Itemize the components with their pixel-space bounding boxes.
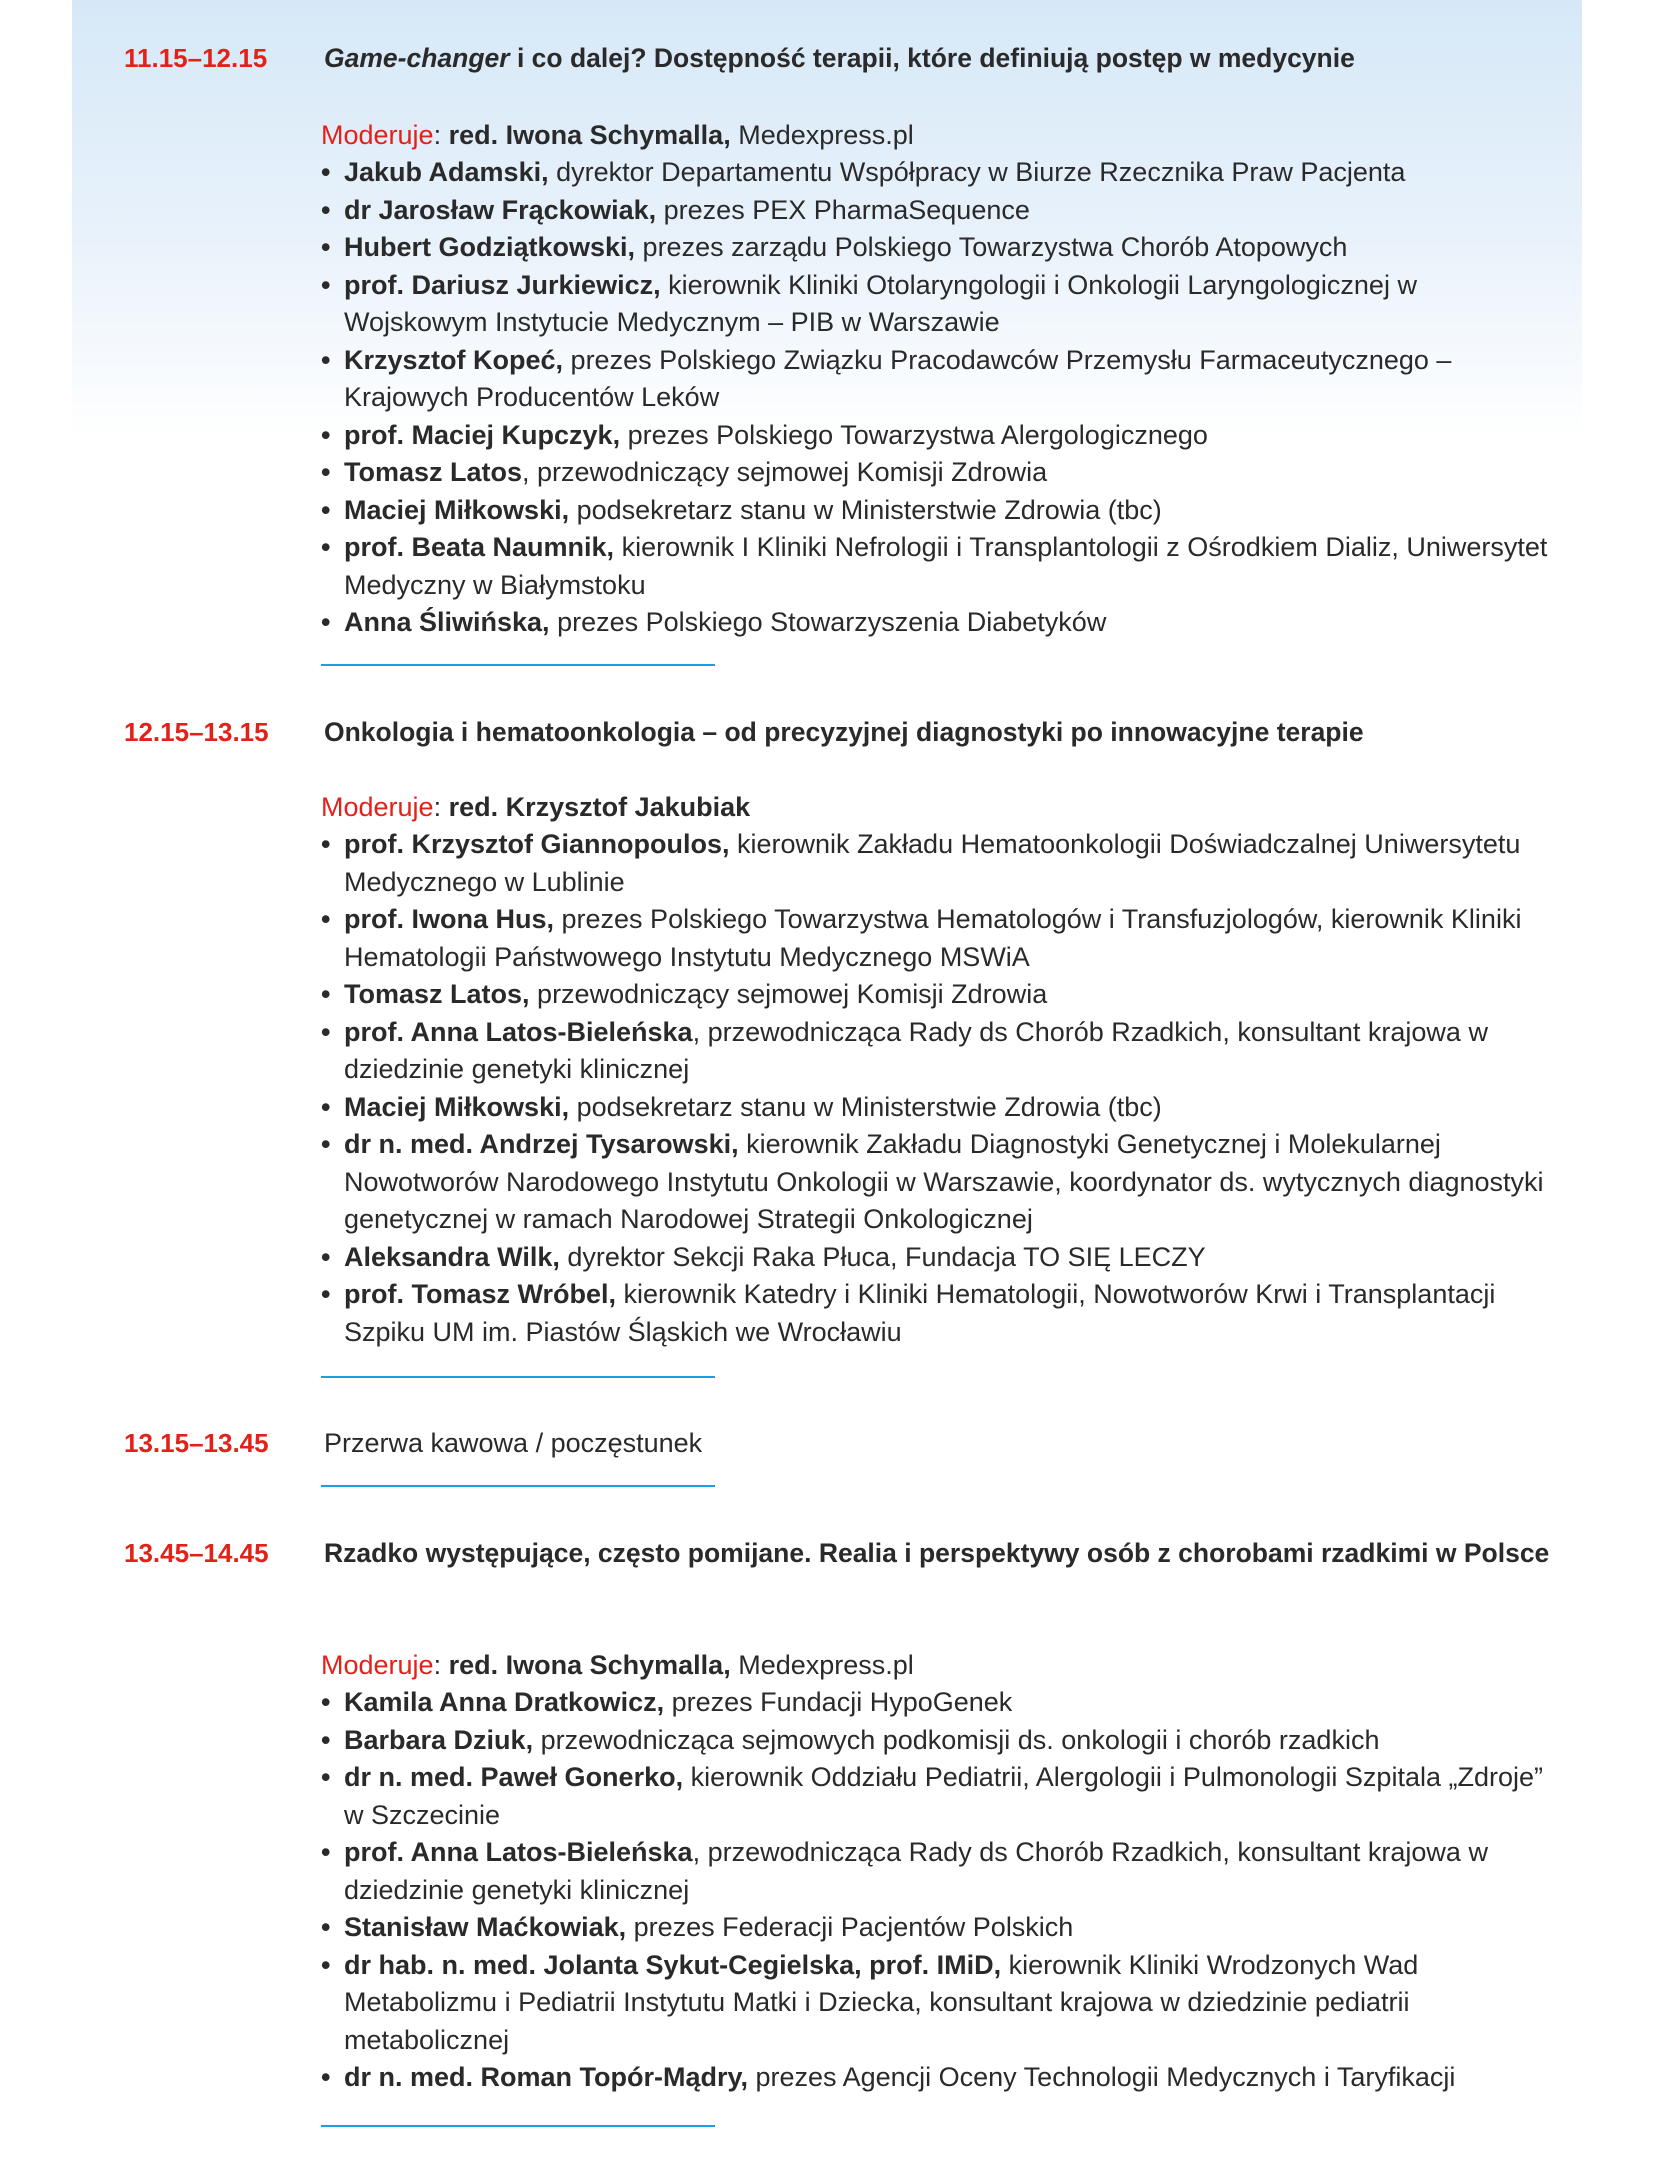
speaker-item [321,154,1561,192]
bullet: • [321,269,331,300]
speaker-name: Maciej Miłkowski, [344,1091,570,1122]
bullet: • [321,1241,331,1272]
speaker-item [321,1126,1561,1239]
speaker-role: kierownik Kliniki Wrodzonych Wad Metabolizmu i Pediatrii Instytutu Matki i Dziecka, konsultant krajowa w dziedzinie pediatrii metabolicznej [344,1949,1419,2055]
bullet: • [321,1279,331,1309]
speaker-name: Stanisław Maćkowiak, [344,1912,627,1942]
session-title [324,40,1554,77]
speaker-role: podsekretarz stanu w Ministerstwie Zdrowia (tbc) [569,1091,1162,1122]
moderator-colon: : [433,120,442,150]
speaker-name: dr n. med. Andrzej Tysarowski, [344,1129,739,1159]
speaker-item [321,1239,1561,1277]
speaker-name: Barbara Dziuk, [344,1724,534,1755]
moderator-colon: : [433,792,442,822]
speaker-list [321,154,1561,642]
bullet: • [321,1762,331,1792]
speaker-item [321,1684,1561,1722]
speaker-item [321,976,1561,1014]
bullet: • [321,979,331,1009]
moderator-label: Moderuje [321,120,434,150]
speaker-name: prof. Anna Latos-Bieleńska [344,1837,693,1867]
bullet: • [321,1912,331,1942]
speaker-name: Hubert Godziątkowski, [344,232,636,262]
speaker-role: prezes zarządu Polskiego Towarzystwa Chorób Atopowych [635,232,1348,262]
speaker-item [321,1014,1561,1089]
speaker-item [321,2059,1561,2097]
speaker-role: kierownik Kliniki Otolaryngologii i Onkologii Laryngologicznej w Wojskowym Instytucie Medycznym – PIB w Warszawie [344,269,1417,337]
session-title-text: i co dalej? Dostępność terapii, które definiują postęp w medycynie [509,43,1355,73]
speaker-role: , przewodnicząca Rady ds Chorób Rzadkich, konsultant krajowa w dziedzinie genetyki klinicznej [344,1016,1488,1084]
bullet: • [321,457,331,487]
speaker-name: Kamila Anna Dratkowicz, [344,1687,665,1717]
section-divider [321,664,715,666]
speaker-list [321,826,1561,1351]
speaker-item [321,1089,1561,1127]
speaker-name: prof. Maciej Kupczyk, [344,419,621,450]
session-time: 12.15–13.15 [124,717,269,747]
speaker-item [321,454,1561,492]
bullet: • [321,157,331,187]
speaker-name: Tomasz Latos, [344,979,530,1009]
speaker-name: prof. Tomasz Wróbel, [344,1279,617,1309]
moderator-line [321,789,750,827]
speaker-name: dr hab. n. med. Jolanta Sykut-Cegielska, prof. IMiD, [344,1949,1002,1980]
speaker-item [321,1834,1561,1909]
speaker-name: prof. Beata Naumnik, [344,532,615,562]
session-time: 13.15–13.45 [124,1428,269,1458]
speaker-name: prof. Krzysztof Giannopoulos, [344,829,730,859]
speaker-item [321,604,1561,642]
bullet: • [321,344,331,375]
speaker-role: kierownik I Kliniki Nefrologii i Transplantologii z Ośrodkiem Dializ, Uniwersytet Medyczny w Białymstoku [344,532,1548,600]
speaker-item [321,901,1561,976]
speaker-name: dr n. med. Paweł Gonerko, [344,1762,684,1792]
speaker-item [321,267,1561,342]
speaker-name: Krzysztof Kopeć, [344,344,564,375]
bullet: • [321,1724,331,1755]
speaker-name: dr Jarosław Frąckowiak, [344,194,657,225]
speaker-item [321,826,1561,901]
speaker-name: prof. Dariusz Jurkiewicz, [344,269,661,300]
speaker-name: Maciej Miłkowski, [344,494,570,525]
bullet: • [321,419,331,450]
speaker-item [321,1276,1561,1351]
speaker-role: prezes Polskiego Towarzystwa Alergologicznego [620,419,1208,450]
speaker-item [321,529,1561,604]
speaker-role: , przewodniczący sejmowej Komisji Zdrowia [522,457,1048,487]
session-time: 13.45–14.45 [124,1538,269,1568]
bullet: • [321,607,331,637]
moderator-line [321,117,914,155]
moderator-name: red. Krzysztof Jakubiak [448,792,751,822]
bullet: • [321,1129,331,1159]
speaker-name: Jakub Adamski, [344,157,549,187]
speaker-name: prof. Iwona Hus, [344,904,555,934]
moderator-label: Moderuje [321,792,434,822]
bullet: • [321,829,331,859]
bullet: • [321,1837,331,1867]
speaker-role: prezes Agencji Oceny Technologii Medycznych i Taryfikacji [748,2062,1456,2092]
session-title: Przerwa kawowa / poczęstunek [324,1428,703,1458]
speaker-role: prezes Polskiego Stowarzyszenia Diabetyków [549,607,1107,637]
speaker-item [321,192,1561,230]
bullet: • [321,904,331,934]
speaker-name: Aleksandra Wilk, [344,1241,560,1272]
speaker-item [321,1909,1561,1947]
speaker-item [321,417,1561,455]
bullet: • [321,194,331,225]
bullet: • [321,1687,331,1717]
bullet: • [321,1091,331,1122]
speaker-name: prof. Anna Latos-Bieleńska [344,1016,693,1047]
speaker-role: prezes Polskiego Związku Pracodawców Przemysłu Farmaceutycznego – Krajowych Producentów Leków [344,344,1452,412]
speaker-name: dr n. med. Roman Topór-Mądry, [344,2062,749,2092]
speaker-role: prezes PEX PharmaSequence [656,194,1030,225]
speaker-role: dyrektor Departamentu Współpracy w Biurze Rzecznika Praw Pacjenta [548,157,1406,187]
bullet: • [321,1016,331,1047]
moderator-name: red. Iwona Schymalla, [448,1650,731,1680]
speaker-item [321,1759,1561,1834]
speaker-role: dyrektor Sekcji Raka Płuca, Fundacja TO SIĘ LECZY [559,1241,1206,1272]
speaker-role: kierownik Zakładu Diagnostyki Genetycznej i Molekularnej Nowotworów Narodowego Instytutu Onkologii w Warszawie, koordynator ds. wytycznych diagnostyki genetycznej w ramach Narodowej Strategii Onkologicznej [344,1129,1544,1234]
bullet: • [321,494,331,525]
moderator-org: Medexpress.pl [730,1650,914,1680]
speaker-item [321,229,1561,267]
speaker-role: przewodniczący sejmowej Komisji Zdrowia [529,979,1048,1009]
speaker-role: prezes Federacji Pacjentów Polskich [626,1912,1074,1942]
speaker-role: kierownik Katedry i Kliniki Hematologii, Nowotworów Krwi i Transplantacji Szpiku UM im. Piastów Śląskich we Wrocławiu [344,1279,1496,1347]
section-divider [321,1376,715,1378]
speaker-item [321,342,1561,417]
speaker-name: Anna Śliwińska, [344,607,550,637]
session-title: Onkologia i hematoonkologia – od precyzyjnej diagnostyki po innowacyjne terapie [324,717,1364,747]
bullet: • [321,232,331,262]
speaker-role: kierownik Oddziału Pediatrii, Alergologii i Pulmonologii Szpitala „Zdroje” w Szczecinie [344,1762,1543,1830]
speaker-role: podsekretarz stanu w Ministerstwie Zdrowia (tbc) [569,494,1162,525]
speaker-role: przewodnicząca sejmowych podkomisji ds. onkologii i chorób rzadkich [533,1724,1380,1755]
section-divider [321,2125,715,2127]
moderator-name: red. Iwona Schymalla, [448,120,731,150]
speaker-role: , przewodnicząca Rady ds Chorób Rzadkich, konsultant krajowa w dziedzinie genetyki klinicznej [344,1837,1488,1905]
speaker-role: kierownik Zakładu Hematoonkologii Doświadczalnej Uniwersytetu Medycznego w Lublinie [344,829,1521,897]
bullet: • [321,1949,331,1980]
speaker-role: prezes Fundacji HypoGenek [664,1687,1013,1717]
moderator-org: Medexpress.pl [730,120,914,150]
session-title: Rzadko występujące, często pomijane. Realia i perspektywy osób z chorobami rzadkimi w Polsce [324,1538,1550,1568]
section-divider [321,1485,715,1487]
speaker-role: prezes Polskiego Towarzystwa Hematologów i Transfuzjologów, kierownik Kliniki Hematologii Państwowego Instytutu Medycznego MSWiA [344,904,1522,972]
bullet: • [321,2062,331,2092]
speaker-item [321,1947,1561,2060]
bullet: • [321,532,331,562]
moderator-colon: : [433,1650,442,1680]
moderator-line [321,1647,914,1685]
speaker-name: Tomasz Latos [344,457,523,487]
session-time: 11.15–12.15 [124,43,268,73]
speaker-list [321,1684,1561,2097]
speaker-item [321,1722,1561,1760]
moderator-label: Moderuje [321,1650,434,1680]
session-title-italic: Game-changer [324,43,510,73]
speaker-item [321,492,1561,530]
